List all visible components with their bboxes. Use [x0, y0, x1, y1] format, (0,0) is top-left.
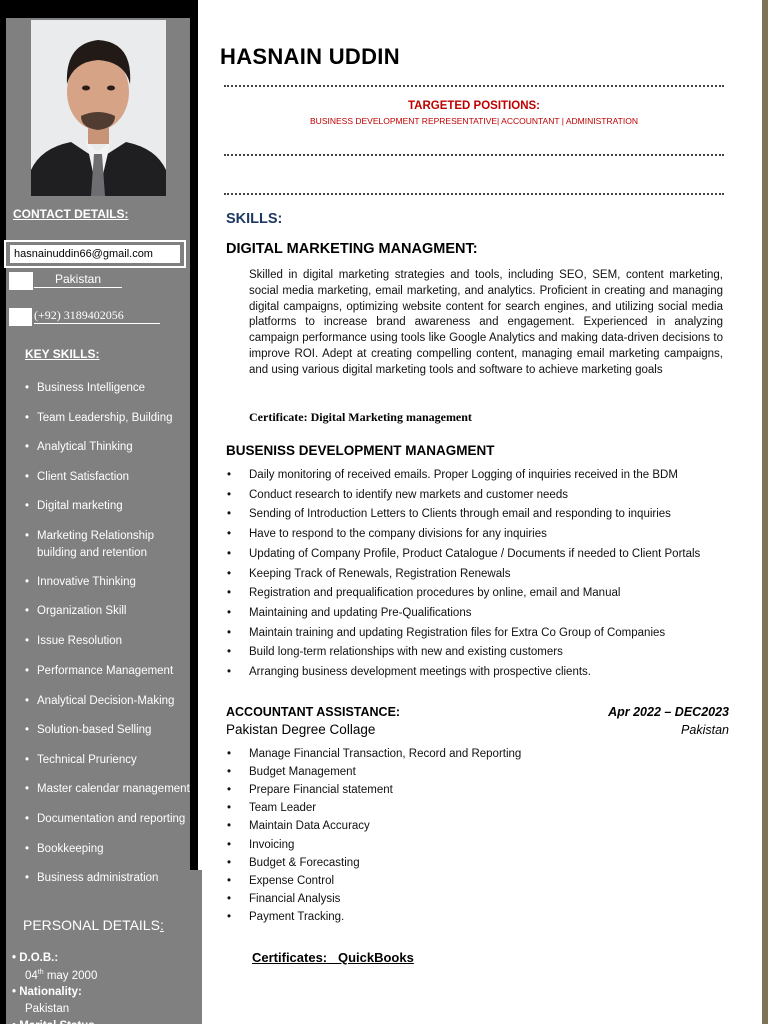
- dob-label: • D.O.B.:: [12, 952, 58, 964]
- dob-day: 04: [25, 969, 38, 982]
- key-skill-item: • Bookkeeping: [24, 841, 200, 858]
- dob-ordinal: th: [37, 969, 44, 976]
- key-skill-item: • Technical Pruriency: [24, 752, 200, 769]
- profile-portrait-image: [31, 20, 166, 196]
- country-text: Pakistan: [34, 272, 122, 288]
- list-item: • Manage Financial Transaction, Record and Reporting: [226, 748, 521, 760]
- list-item: • Invoicing: [226, 839, 294, 851]
- list-item: • Prepare Financial statement: [226, 784, 393, 796]
- targeted-positions-list: BUSINESS DEVELOPMENT REPRESENTATIVE| ACCOUNTANT | ADMINISTRATION: [310, 116, 638, 126]
- list-item: • Budget Management: [226, 766, 356, 778]
- digital-marketing-summary: Skilled in digital marketing strategies and tools, including SEO, SEM, content marketing, social media marketing, email marketing, and analytics. Proficient in creating and managing digital campaigns, optimizing website content for search engines, and utilizing social media platforms to increase brand awareness and engagement. Experienced in analyzing campaign performance using tools like Google Analytics and making data-driven decisions to improve ROI. Adept at creating compelling content, managing email marketing campaigns, and using various digital marketing tools and software to achieve marketing goals: [249, 269, 723, 376]
- location-icon: [9, 272, 33, 290]
- page-edge-line: [762, 0, 768, 1024]
- profile-photo: [31, 20, 166, 196]
- key-skills-heading: KEY SKILLS:: [25, 347, 100, 361]
- key-skill-item: • Organization Skill: [24, 603, 200, 620]
- dob-value: [25, 969, 97, 982]
- list-item: • Expense Control: [226, 875, 334, 887]
- key-skill-item: • Business administration: [24, 870, 200, 887]
- quickbooks-certificate: Certificates: QuickBooks: [252, 950, 414, 965]
- email-box: [4, 240, 186, 268]
- list-item: • Conduct research to identify new markets and customer needs: [226, 489, 568, 501]
- sidebar-lower-panel: [6, 870, 202, 1024]
- list-item: • Maintain Data Accuracy: [226, 820, 370, 832]
- list-item: • Updating of Company Profile, Product Catalogue / Documents if needed to Client Portals: [226, 548, 700, 560]
- candidate-name: HASNAIN UDDIN: [220, 44, 400, 69]
- phone-icon: [9, 308, 32, 326]
- accountant-dates: Apr 2022 – DEC2023: [608, 705, 729, 719]
- key-skill-item: • Analytical Thinking: [24, 439, 200, 456]
- divider: [224, 193, 724, 195]
- list-item: • Maintaining and updating Pre-Qualifications: [226, 607, 471, 619]
- divider: [224, 85, 724, 87]
- key-skill-item: • Solution-based Selling: [24, 722, 200, 739]
- personal-details-heading-colon: :: [159, 917, 164, 933]
- skills-heading: SKILLS:: [226, 211, 283, 227]
- nationality-value: Pakistan: [25, 1003, 70, 1015]
- list-item: • Sending of Introduction Letters to Clients through email and responding to inquiries: [226, 508, 671, 520]
- key-skill-item: • Client Satisfaction: [24, 469, 200, 486]
- list-item: • Budget & Forecasting: [226, 857, 360, 869]
- list-item: • Have to respond to the company divisions for any inquiries: [226, 528, 547, 540]
- list-item: • Build long-term relationships with new and existing customers: [226, 646, 563, 658]
- contact-details-heading: CONTACT DETAILS:: [13, 207, 129, 221]
- key-skill-item: • Analytical Decision-Making: [24, 693, 200, 710]
- key-skill-item: • Marketing Relationship building and retention: [24, 528, 174, 561]
- key-skill-item: • Documentation and reporting: [24, 811, 200, 828]
- list-item: • Team Leader: [226, 802, 316, 814]
- list-item: • Arranging business development meetings with prospective clients.: [226, 666, 591, 678]
- digital-marketing-heading: DIGITAL MARKETING MANAGMENT:: [226, 241, 478, 257]
- key-skill-item: • Performance Management: [24, 663, 200, 680]
- dob-month-year: may 2000: [43, 969, 98, 982]
- personal-details-heading: [23, 917, 164, 933]
- key-skill-item: • Issue Resolution: [24, 633, 200, 650]
- marital-status-label: • Marital Status: [12, 1020, 95, 1032]
- phone-number[interactable]: (+92) 3189402056: [34, 308, 160, 324]
- digital-marketing-certificate: Certificate: Digital Marketing management: [249, 410, 472, 424]
- divider: [224, 154, 724, 156]
- list-item: • Registration and prequalification procedures by online, email and Manual: [226, 587, 620, 599]
- key-skill-item: • Team Leadership, Building: [24, 410, 200, 427]
- key-skill-item: • Business Intelligence: [24, 380, 200, 397]
- email-address[interactable]: hasnainuddin66@gmail.com: [10, 245, 180, 263]
- targeted-positions-heading: TARGETED POSITIONS:: [407, 100, 541, 112]
- nationality-label: • Nationality:: [12, 986, 82, 998]
- personal-details-heading-text: PERSONAL DETAILS: [23, 917, 160, 933]
- business-development-heading: BUSENISS DEVELOPMENT MANAGMENT: [226, 443, 495, 458]
- key-skill-item: • Digital marketing: [24, 498, 200, 515]
- list-item: • Daily monitoring of received emails. Proper Logging of inquiries received in the BDM: [226, 469, 678, 481]
- key-skill-item: • Innovative Thinking: [24, 574, 200, 591]
- list-item: • Payment Tracking.: [226, 911, 344, 923]
- accountant-location: Pakistan: [681, 723, 729, 737]
- list-item: • Maintain training and updating Registration files for Extra Co Group of Companies: [226, 627, 665, 639]
- accountant-heading: ACCOUNTANT ASSISTANCE:: [226, 705, 401, 719]
- list-item: • Financial Analysis: [226, 893, 340, 905]
- accountant-organization: Pakistan Degree Collage: [226, 722, 376, 737]
- list-item: • Keeping Track of Renewals, Registration Renewals: [226, 568, 510, 580]
- key-skill-item: • Master calendar management: [24, 781, 200, 798]
